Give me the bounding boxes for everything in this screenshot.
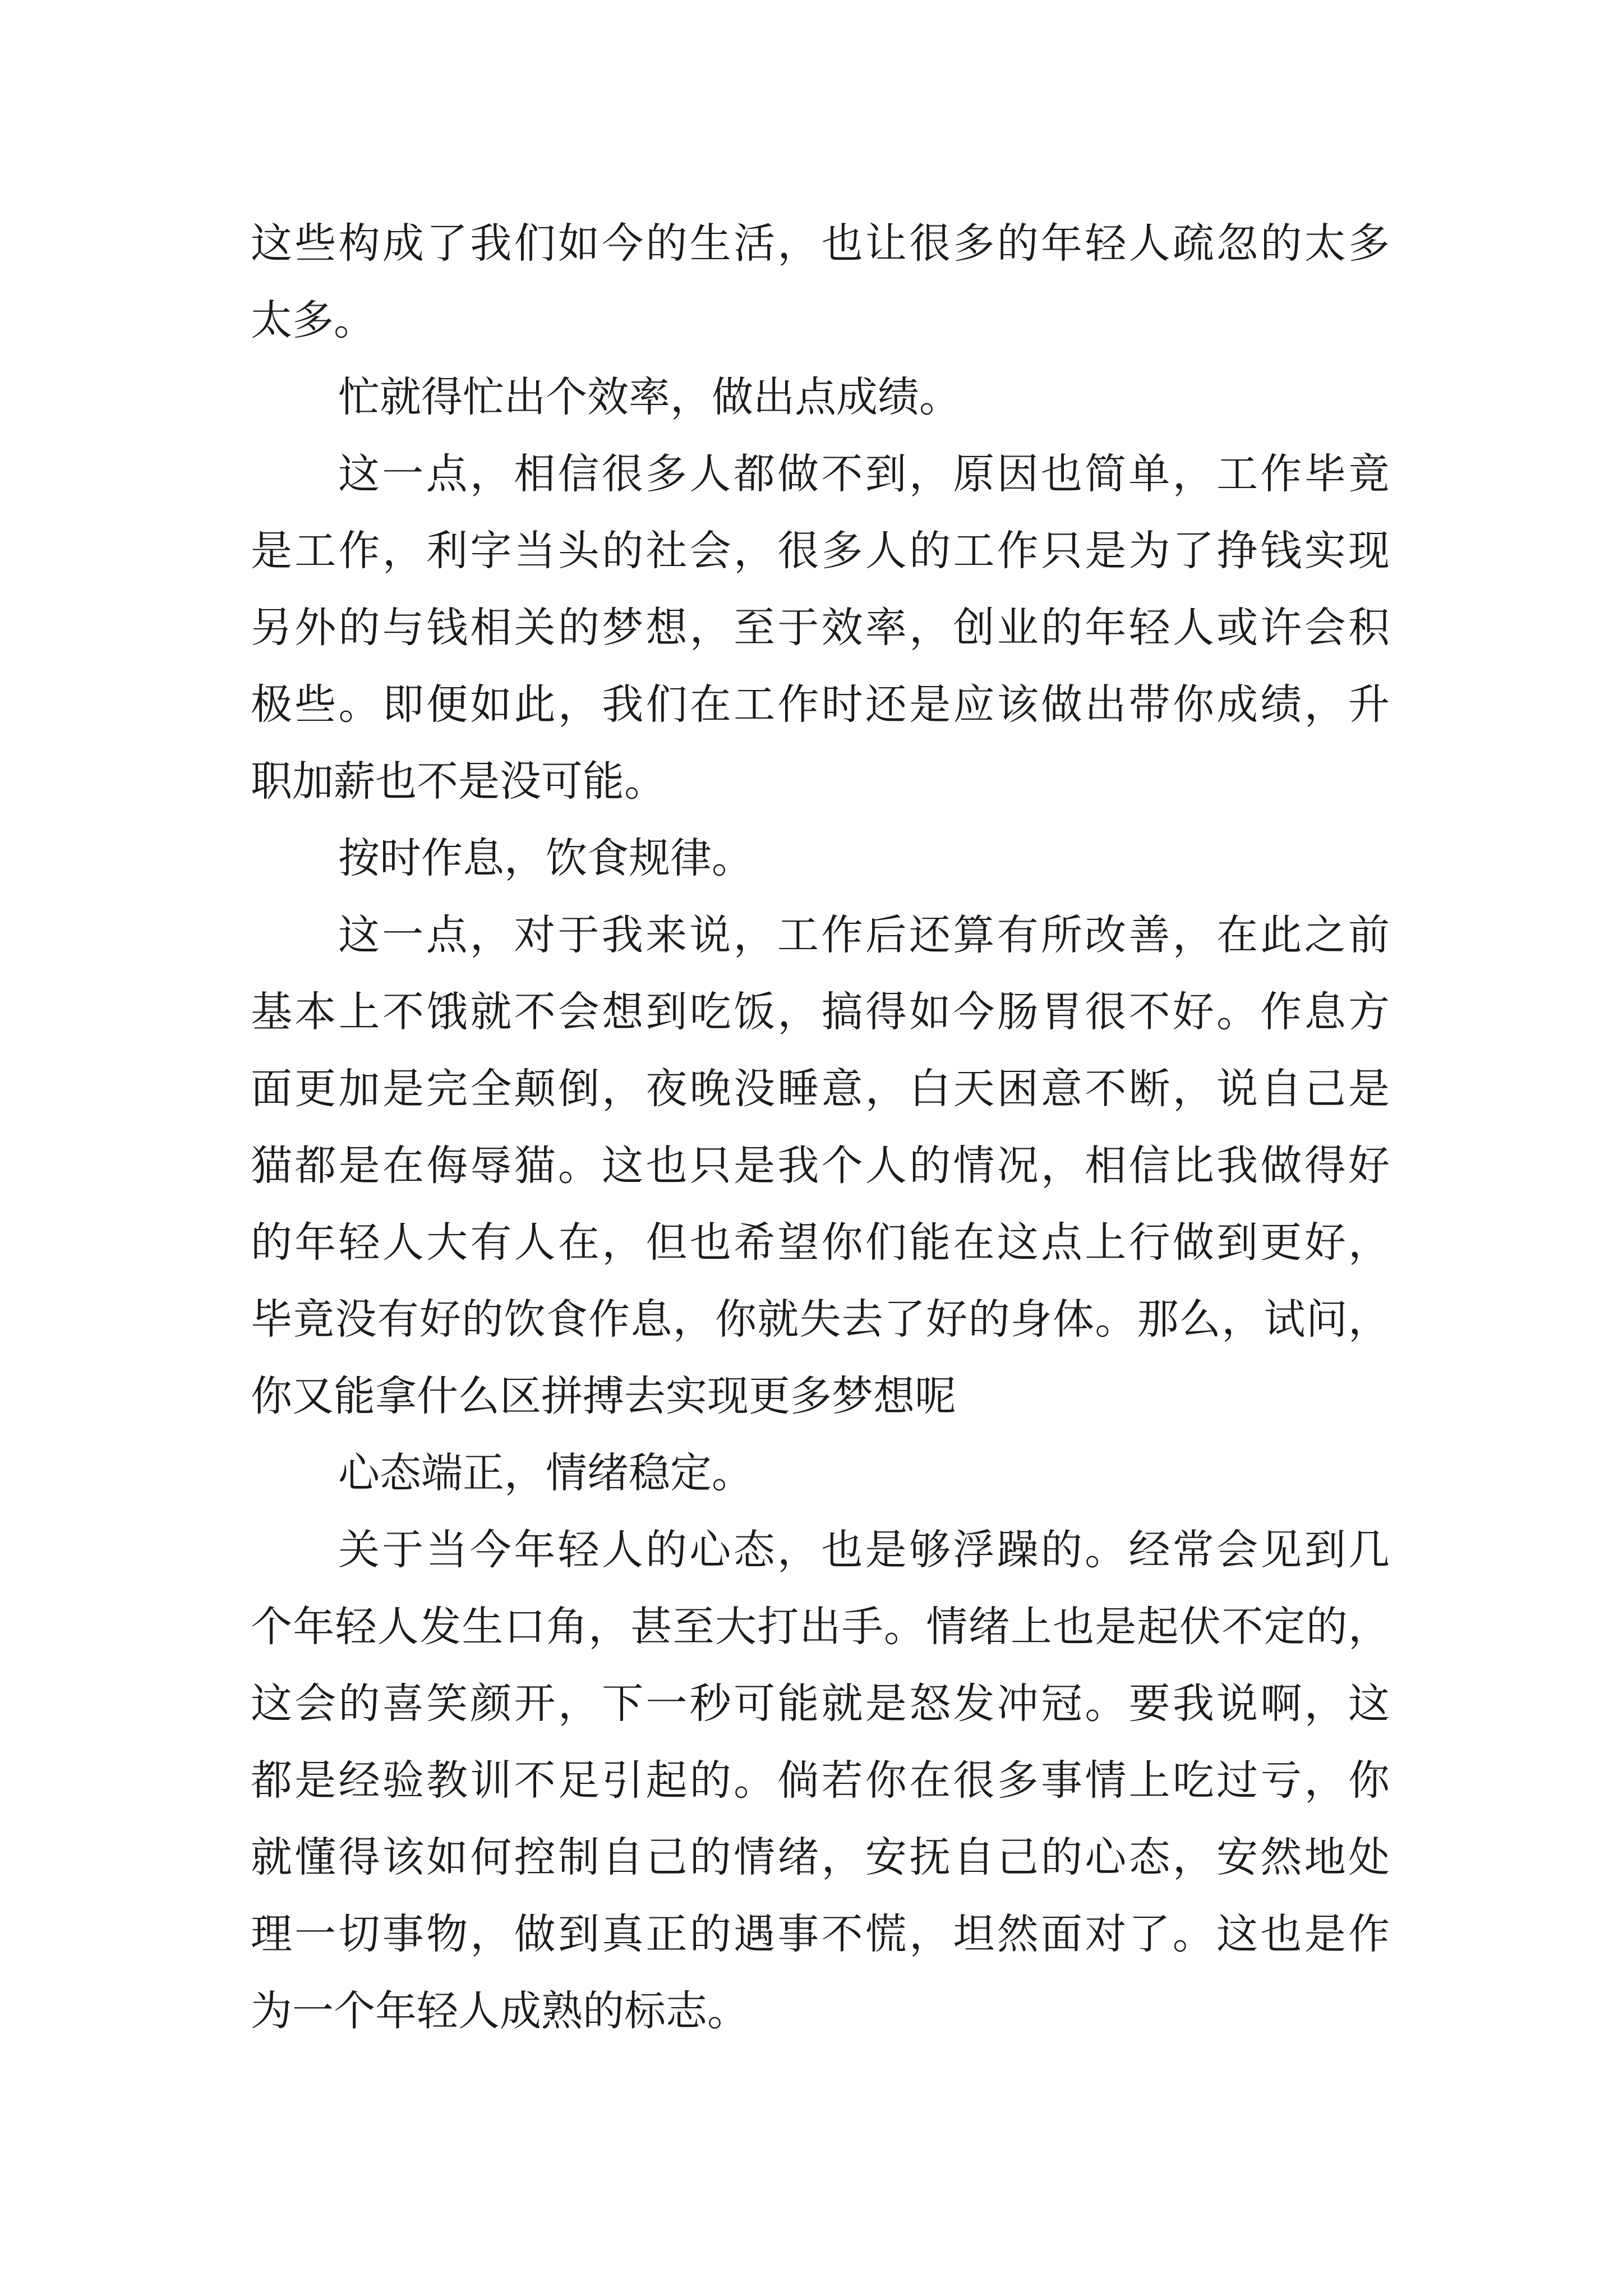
- text-line: 就懂得该如何控制自己的情绪，安抚自己的心态，安然地处: [251, 1833, 1390, 1881]
- text-line: 毕竟没有好的饮食作息，你就失去了好的身体。那么，试问，: [251, 1295, 1390, 1343]
- text-line: 忙就得忙出个效率，做出点成绩。: [338, 373, 961, 421]
- paragraph: [251, 1435, 1390, 1512]
- body-text: [251, 205, 1390, 2050]
- text-line: 猫都是在侮辱猫。这也只是我个人的情况，相信比我做得好: [251, 1142, 1390, 1190]
- text-line: 心态端正，情绪稳定。: [338, 1449, 753, 1497]
- paragraph: [251, 897, 1390, 1435]
- text-line: 面更加是完全颠倒，夜晚没睡意，白天困意不断，说自己是: [251, 1065, 1390, 1113]
- text-line: 是工作，利字当头的社会，很多人的工作只是为了挣钱实现: [251, 527, 1390, 575]
- text-line: 为一个年轻人成熟的标志。: [251, 1987, 749, 2035]
- text-line: 这会的喜笑颜开，下一秒可能就是怒发冲冠。要我说啊，这: [251, 1680, 1390, 1728]
- paragraph: [251, 359, 1390, 436]
- text-line: 这些构成了我们如今的生活，也让很多的年轻人疏忽的太多: [251, 219, 1390, 268]
- paragraph: [251, 436, 1390, 820]
- paragraph: [251, 820, 1390, 897]
- text-line: 按时作息，饮食规律。: [338, 834, 753, 882]
- text-line: 你又能拿什么区拼搏去实现更多梦想呢: [251, 1372, 956, 1420]
- text-line: 另外的与钱相关的梦想，至于效率，创业的年轻人或许会积: [251, 604, 1390, 652]
- text-line: 的年轻人大有人在，但也希望你们能在这点上行做到更好，: [251, 1218, 1390, 1267]
- text-line: 理一切事物，做到真正的遇事不慌，坦然面对了。这也是作: [251, 1910, 1390, 1958]
- text-line: 基本上不饿就不会想到吃饭，搞得如今肠胃很不好。作息方: [251, 988, 1390, 1036]
- text-line: 个年轻人发生口角，甚至大打出手。情绪上也是起伏不定的，: [251, 1603, 1390, 1651]
- paragraph: [251, 205, 1390, 359]
- text-line: 太多。: [251, 296, 375, 344]
- text-line: 关于当今年轻人的心态，也是够浮躁的。经常会见到几: [338, 1526, 1390, 1574]
- text-line: 极些。即便如此，我们在工作时还是应该做出带你成绩，升: [251, 680, 1390, 729]
- text-line: 都是经验教训不足引起的。倘若你在很多事情上吃过亏，你: [251, 1756, 1390, 1805]
- text-line: 这一点，相信很多人都做不到，原因也简单，工作毕竟: [338, 450, 1390, 498]
- text-line: 这一点，对于我来说，工作后还算有所改善，在此之前: [338, 911, 1390, 959]
- paragraph: [251, 1512, 1390, 2050]
- text-line: 职加薪也不是没可能。: [251, 757, 666, 806]
